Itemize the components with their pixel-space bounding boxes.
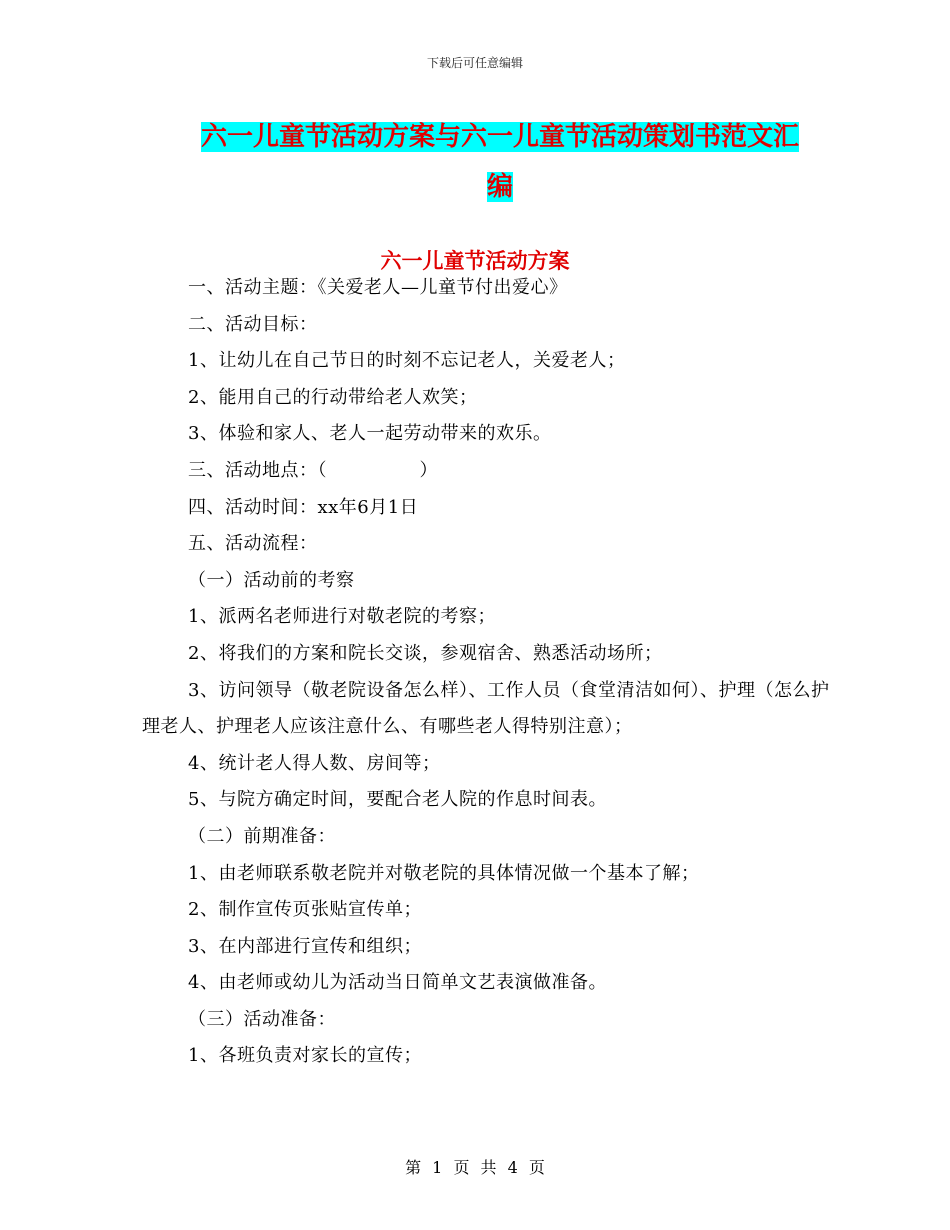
title-line-2: 编	[486, 172, 513, 202]
paragraph: 3、在内部进行宣传和组织；	[188, 935, 422, 957]
title-line-1: 六一儿童节活动方案与六一儿童节活动策划书范文汇	[200, 122, 799, 152]
paragraph: 2、制作宣传页张贴宣传单；	[188, 899, 422, 921]
paragraph: 2、能用自己的行动带给老人欢笑；	[188, 386, 478, 408]
paragraph: 4、由老师或幼儿为活动当日简单文艺表演做准备。	[188, 972, 607, 994]
section-title: 六一儿童节活动方案	[380, 249, 570, 273]
paragraph: 1、让幼儿在自己节日的时刻不忘记老人，关爱老人；	[188, 350, 626, 372]
paragraph: 三、活动地点：（ ）	[188, 459, 438, 481]
header-note: 下载后可任意编辑	[426, 56, 523, 70]
paragraph: 5、与院方确定时间，要配合老人院的作息时间表。	[188, 789, 607, 811]
paragraph: 1、由老师联系敬老院并对敬老院的具体情况做一个基本了解；	[188, 862, 700, 884]
page-number-footer: 第 1 页 共 4 页	[405, 1158, 545, 1177]
paragraph: 1、派两名老师进行对敬老院的考察；	[188, 606, 496, 628]
paragraph: 3、访问领导（敬老院设备怎么样）、工作人员（食堂清洁如何）、护理（怎么护理老人、护理老人应该注意什么、有哪些老人得特别注意）；	[142, 679, 830, 738]
paragraph: 一、活动主题：《关爱老人—儿童节付出爱心》	[188, 277, 568, 298]
document-body	[142, 270, 832, 1075]
paragraph: 1、各班负责对家长的宣传；	[188, 1045, 422, 1067]
paragraph: 四、活动时间：xx年6月1日	[188, 496, 419, 518]
paragraph: 二、活动目标：	[188, 313, 318, 335]
paragraph: （三）活动准备：	[188, 1008, 336, 1030]
paragraph: 3、体验和家人、老人一起劳动带来的欢乐。	[188, 423, 552, 445]
paragraph: 五、活动流程：	[188, 533, 318, 555]
paragraph: 4、统计老人得人数、房间等；	[188, 752, 441, 774]
document-title	[190, 112, 810, 212]
paragraph: （一）活动前的考察	[188, 569, 355, 591]
paragraph: （二）前期准备：	[188, 825, 336, 847]
paragraph: 2、将我们的方案和院长交谈，参观宿舍、熟悉活动场所；	[188, 642, 663, 664]
